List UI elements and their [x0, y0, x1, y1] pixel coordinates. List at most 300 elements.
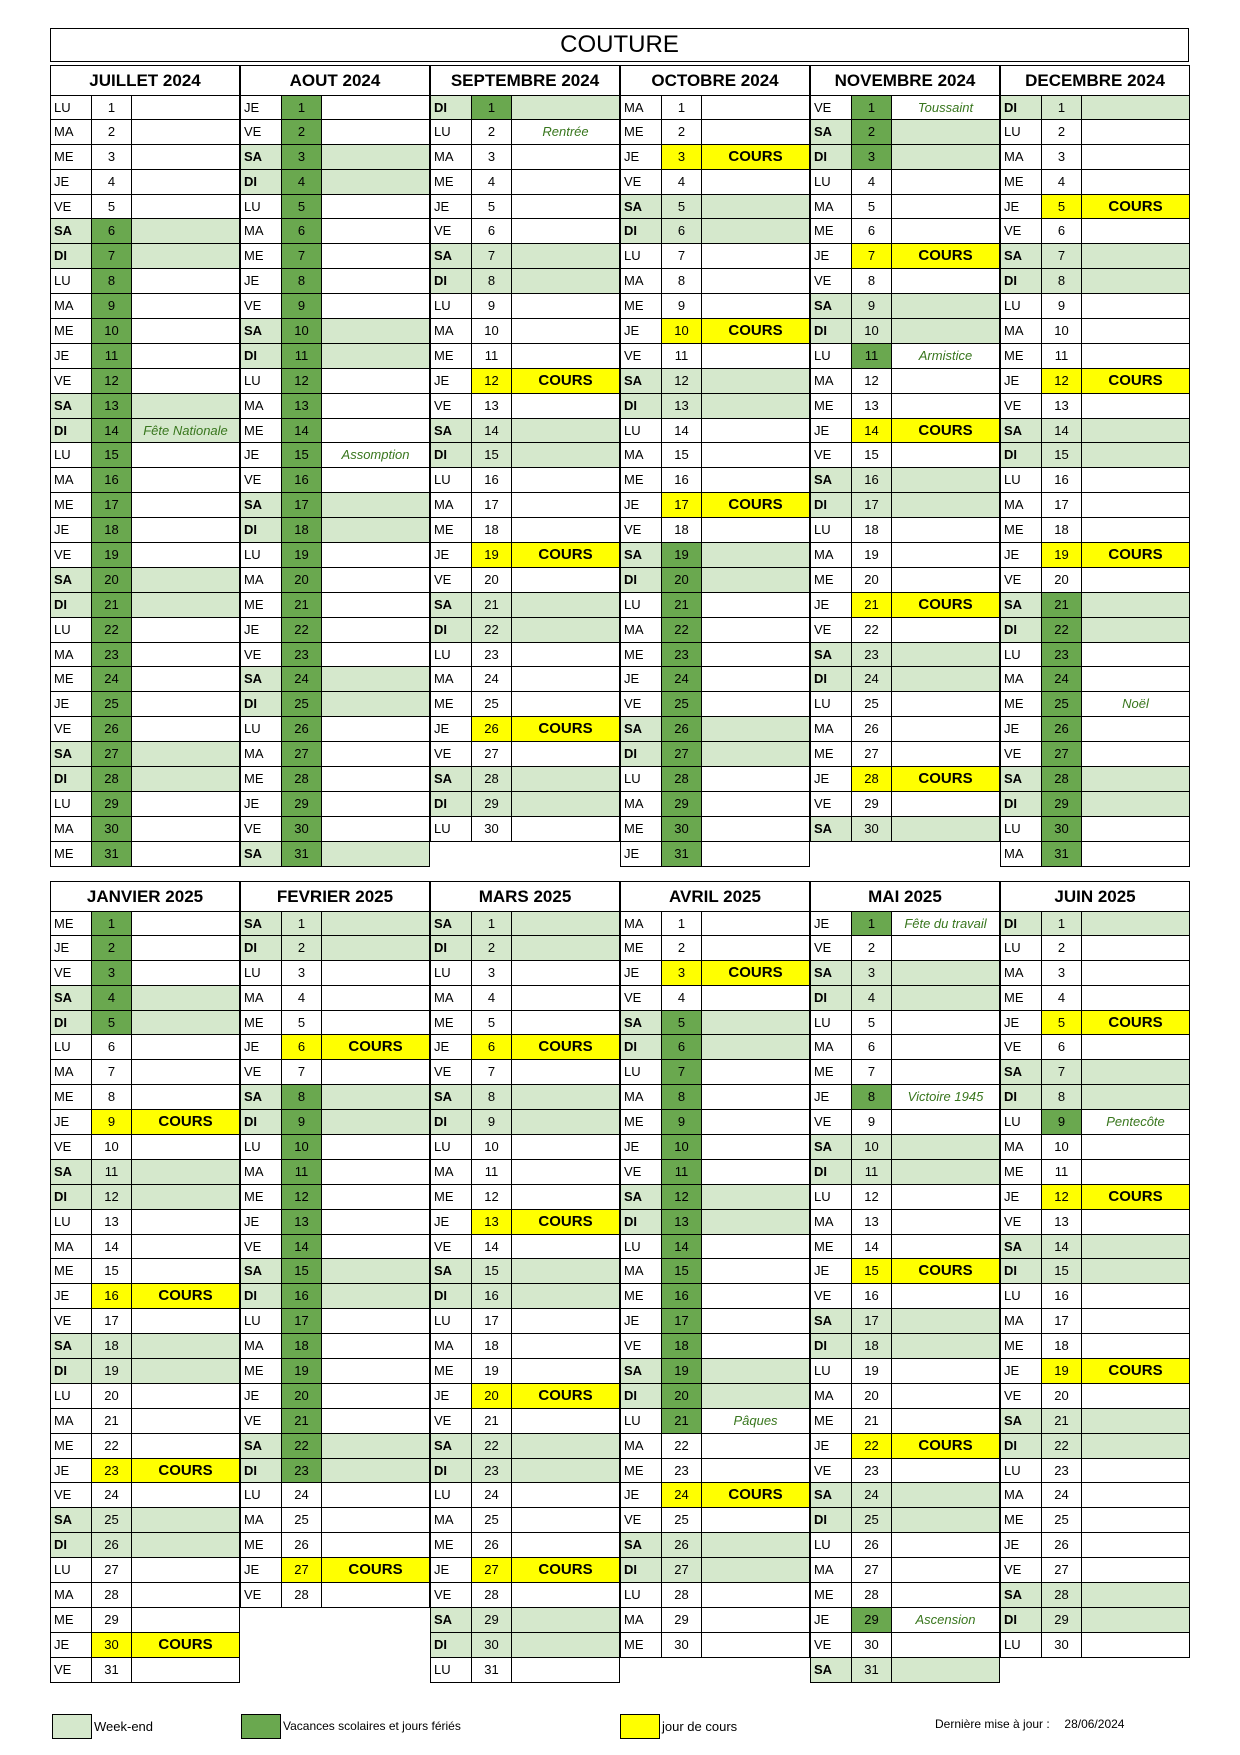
day-of-week: SA [810, 961, 851, 986]
day-of-week: MA [240, 568, 281, 593]
day-note [1081, 643, 1190, 668]
day-note [511, 986, 620, 1011]
legend-weekend [52, 1713, 153, 1739]
day-of-week: JE [430, 1210, 471, 1235]
day-number: 5 [281, 1011, 321, 1036]
month-table [1000, 65, 1190, 867]
day-note [891, 394, 1000, 419]
day-of-week: DI [430, 95, 471, 120]
last-update [935, 1717, 1124, 1731]
day-row [620, 1434, 810, 1459]
day-of-week: VE [810, 936, 851, 961]
day-row [240, 692, 430, 717]
day-of-week: DI [810, 493, 851, 518]
day-of-week: MA [50, 643, 91, 668]
day-number: 21 [661, 593, 701, 618]
day-row [810, 911, 1000, 936]
day-row [50, 1533, 240, 1558]
day-number: 30 [471, 1633, 511, 1658]
day-note [321, 986, 430, 1011]
day-note [1081, 911, 1190, 936]
day-row [620, 618, 810, 643]
day-row [810, 1658, 1000, 1683]
day-number: 28 [661, 767, 701, 792]
day-number: 20 [91, 568, 131, 593]
day-of-week: MA [1000, 667, 1041, 692]
day-of-week: VE [1000, 1558, 1041, 1583]
day-of-week: JE [620, 961, 661, 986]
legend-weekend-label: Week-end [94, 1718, 154, 1734]
day-number: 19 [851, 543, 891, 568]
day-number: 9 [281, 1110, 321, 1135]
day-number: 17 [661, 1309, 701, 1334]
day-number: 4 [471, 986, 511, 1011]
day-note [701, 219, 810, 244]
day-row [430, 419, 620, 444]
day-row [240, 95, 430, 120]
day-number: 14 [281, 1235, 321, 1260]
day-number: 4 [471, 170, 511, 195]
day-row [430, 219, 620, 244]
day-of-week: DI [810, 1334, 851, 1359]
day-number: 16 [1041, 1284, 1081, 1309]
day-row [620, 1359, 810, 1384]
day-row [620, 493, 810, 518]
day-number: 5 [851, 195, 891, 220]
day-of-week: DI [240, 1110, 281, 1135]
day-row [810, 468, 1000, 493]
day-of-week: VE [430, 1583, 471, 1608]
day-row [430, 1459, 620, 1484]
day-row [620, 842, 810, 867]
day-of-week: JE [240, 269, 281, 294]
day-number: 22 [851, 1434, 891, 1459]
day-row [240, 593, 430, 618]
day-of-week: MA [430, 1334, 471, 1359]
day-number: 19 [91, 1359, 131, 1384]
day-row [620, 1284, 810, 1309]
day-number: 29 [91, 792, 131, 817]
day-note [321, 1235, 430, 1260]
day-number: 15 [471, 1259, 511, 1284]
day-of-week: DI [430, 1284, 471, 1309]
day-note [511, 911, 620, 936]
day-row [620, 1210, 810, 1235]
day-number: 13 [281, 394, 321, 419]
day-note [321, 493, 430, 518]
day-number: 21 [1041, 593, 1081, 618]
day-row [430, 1185, 620, 1210]
day-row [810, 1110, 1000, 1135]
day-of-week: DI [430, 936, 471, 961]
day-number: 23 [91, 1459, 131, 1484]
day-of-week: LU [430, 1483, 471, 1508]
day-number: 25 [851, 692, 891, 717]
day-note [321, 1309, 430, 1334]
day-of-week: DI [240, 1284, 281, 1309]
day-row [810, 1085, 1000, 1110]
day-row [50, 936, 240, 961]
day-row [430, 792, 620, 817]
day-of-week: DI [810, 145, 851, 170]
cours-label: COURS [891, 593, 1000, 618]
day-number: 12 [1041, 1185, 1081, 1210]
cours-label: COURS [1081, 1359, 1190, 1384]
day-note [891, 468, 1000, 493]
day-number: 2 [661, 936, 701, 961]
day-row [620, 1110, 810, 1135]
month-header: JUILLET 2024 [50, 65, 240, 96]
day-number: 18 [281, 518, 321, 543]
day-note [891, 1483, 1000, 1508]
day-row [1000, 319, 1190, 344]
day-of-week: JE [50, 344, 91, 369]
day-row [620, 319, 810, 344]
day-row [430, 95, 620, 120]
day-number: 24 [91, 667, 131, 692]
day-note [321, 1060, 430, 1085]
day-of-week: DI [1000, 792, 1041, 817]
day-note [891, 568, 1000, 593]
day-number: 8 [661, 1085, 701, 1110]
day-number: 7 [91, 244, 131, 269]
day-row [430, 1334, 620, 1359]
legend-cours [620, 1713, 737, 1739]
day-row [240, 1508, 430, 1533]
day-row [810, 568, 1000, 593]
day-number: 22 [91, 618, 131, 643]
cours-label: COURS [701, 1483, 810, 1508]
day-of-week: ME [430, 1533, 471, 1558]
day-note [131, 219, 240, 244]
cours-label: COURS [321, 1558, 430, 1583]
day-number: 19 [1041, 543, 1081, 568]
day-note [511, 568, 620, 593]
day-note [131, 618, 240, 643]
day-of-week: JE [240, 1558, 281, 1583]
day-number: 10 [281, 1135, 321, 1160]
day-note [701, 1011, 810, 1036]
day-number: 2 [91, 936, 131, 961]
day-of-week: DI [620, 568, 661, 593]
day-row [430, 1135, 620, 1160]
day-of-week: SA [430, 593, 471, 618]
day-note [1081, 219, 1190, 244]
month-table [50, 881, 240, 1683]
day-row [50, 1483, 240, 1508]
day-of-week: SA [240, 145, 281, 170]
day-of-week: DI [810, 1508, 851, 1533]
day-row [430, 443, 620, 468]
day-number: 2 [471, 936, 511, 961]
day-row [810, 95, 1000, 120]
day-of-week: VE [810, 95, 851, 120]
day-note [511, 419, 620, 444]
day-number: 26 [91, 717, 131, 742]
day-note [891, 618, 1000, 643]
day-of-week: ME [430, 518, 471, 543]
day-number: 4 [281, 170, 321, 195]
day-row [240, 120, 430, 145]
day-note [701, 936, 810, 961]
day-row [430, 269, 620, 294]
day-of-week: VE [620, 344, 661, 369]
day-number: 21 [91, 1409, 131, 1434]
day-row [240, 145, 430, 170]
day-row [810, 1135, 1000, 1160]
day-of-week: VE [1000, 1210, 1041, 1235]
day-of-week: SA [810, 1483, 851, 1508]
day-row [430, 593, 620, 618]
day-of-week: LU [50, 1384, 91, 1409]
day-note [321, 145, 430, 170]
day-row [50, 1011, 240, 1036]
month-table [430, 65, 620, 842]
day-row [240, 1060, 430, 1085]
day-number: 28 [91, 1583, 131, 1608]
day-of-week: ME [1000, 170, 1041, 195]
day-number: 20 [471, 1384, 511, 1409]
day-note [891, 493, 1000, 518]
day-number: 16 [851, 1284, 891, 1309]
day-number: 28 [91, 767, 131, 792]
day-row [240, 394, 430, 419]
day-number: 25 [471, 1508, 511, 1533]
day-number: 12 [851, 1185, 891, 1210]
day-row [240, 817, 430, 842]
day-of-week: DI [50, 1011, 91, 1036]
day-number: 26 [661, 1533, 701, 1558]
day-row [430, 1483, 620, 1508]
day-note [701, 1558, 810, 1583]
day-number: 27 [471, 1558, 511, 1583]
day-of-week: SA [1000, 1060, 1041, 1085]
day-row [50, 1558, 240, 1583]
day-row [620, 1558, 810, 1583]
day-row [620, 593, 810, 618]
day-of-week: SA [1000, 419, 1041, 444]
day-of-week: JE [1000, 1359, 1041, 1384]
day-of-week: SA [810, 1309, 851, 1334]
day-row [240, 936, 430, 961]
day-row [430, 1011, 620, 1036]
day-row [430, 1359, 620, 1384]
day-note [131, 1011, 240, 1036]
day-number: 22 [661, 618, 701, 643]
day-of-week: ME [50, 667, 91, 692]
day-row [1000, 961, 1190, 986]
day-note [511, 792, 620, 817]
day-row [1000, 443, 1190, 468]
day-of-week: DI [620, 219, 661, 244]
day-note [1081, 1160, 1190, 1185]
day-row [240, 219, 430, 244]
day-number: 28 [471, 767, 511, 792]
month-table [810, 881, 1000, 1683]
day-number: 16 [91, 1284, 131, 1309]
day-note [891, 1110, 1000, 1135]
day-number: 7 [851, 244, 891, 269]
day-of-week: LU [620, 1060, 661, 1085]
day-note [891, 1284, 1000, 1309]
day-number: 3 [1041, 961, 1081, 986]
day-row [430, 1533, 620, 1558]
day-row [1000, 1235, 1190, 1260]
day-row [1000, 842, 1190, 867]
holiday-label: Victoire 1945 [891, 1085, 1000, 1110]
day-of-week: ME [430, 344, 471, 369]
day-row [1000, 1135, 1190, 1160]
cours-label: COURS [131, 1633, 240, 1658]
day-of-week: VE [50, 717, 91, 742]
day-note [1081, 568, 1190, 593]
day-number: 14 [851, 419, 891, 444]
day-row [620, 1608, 810, 1633]
day-row [810, 269, 1000, 294]
day-row [620, 394, 810, 419]
day-number: 28 [1041, 767, 1081, 792]
day-of-week: JE [810, 1085, 851, 1110]
day-number: 17 [281, 1309, 321, 1334]
day-row [810, 1185, 1000, 1210]
day-number: 7 [1041, 244, 1081, 269]
day-note [511, 936, 620, 961]
day-row [1000, 493, 1190, 518]
day-number: 21 [851, 1409, 891, 1434]
day-of-week: MA [240, 986, 281, 1011]
day-note [511, 468, 620, 493]
cours-label: COURS [511, 1384, 620, 1409]
day-of-week: LU [810, 1359, 851, 1384]
day-note [701, 692, 810, 717]
day-number: 22 [281, 1434, 321, 1459]
day-of-week: VE [1000, 1035, 1041, 1060]
day-of-week: LU [620, 1409, 661, 1434]
day-number: 21 [661, 1409, 701, 1434]
day-note [1081, 120, 1190, 145]
day-of-week: DI [50, 1533, 91, 1558]
day-number: 22 [281, 618, 321, 643]
day-row [810, 1583, 1000, 1608]
day-number: 24 [661, 667, 701, 692]
day-note [511, 1185, 620, 1210]
day-of-week: VE [1000, 394, 1041, 419]
day-row [240, 319, 430, 344]
day-note [131, 195, 240, 220]
day-number: 20 [1041, 1384, 1081, 1409]
day-row [810, 643, 1000, 668]
day-row [50, 195, 240, 220]
day-of-week: VE [1000, 568, 1041, 593]
day-note [701, 986, 810, 1011]
day-of-week: JE [240, 1035, 281, 1060]
day-of-week: LU [430, 120, 471, 145]
day-of-week: ME [50, 1259, 91, 1284]
day-note [131, 911, 240, 936]
day-row [810, 493, 1000, 518]
day-note [131, 1508, 240, 1533]
day-note [891, 1508, 1000, 1533]
day-number: 24 [281, 1483, 321, 1508]
day-number: 13 [91, 394, 131, 419]
day-note [891, 1235, 1000, 1260]
day-number: 25 [1041, 692, 1081, 717]
cours-label: COURS [701, 145, 810, 170]
day-number: 14 [851, 1235, 891, 1260]
day-number: 6 [661, 219, 701, 244]
day-row [620, 468, 810, 493]
day-of-week: MA [620, 792, 661, 817]
day-row [430, 568, 620, 593]
day-of-week: SA [430, 1608, 471, 1633]
day-note [891, 145, 1000, 170]
day-of-week: DI [620, 742, 661, 767]
day-note [131, 1060, 240, 1085]
day-number: 30 [851, 817, 891, 842]
day-of-week: JE [240, 95, 281, 120]
day-note [701, 568, 810, 593]
day-note [891, 1060, 1000, 1085]
day-of-week: JE [620, 145, 661, 170]
day-number: 20 [471, 568, 511, 593]
day-of-week: SA [810, 643, 851, 668]
day-row [620, 1011, 810, 1036]
day-row [620, 443, 810, 468]
day-number: 24 [281, 667, 321, 692]
day-row [50, 219, 240, 244]
day-row [620, 717, 810, 742]
day-row [810, 817, 1000, 842]
vacances-swatch [241, 1714, 281, 1739]
day-row [1000, 767, 1190, 792]
day-note [131, 1384, 240, 1409]
day-number: 12 [471, 1185, 511, 1210]
day-of-week: MA [810, 717, 851, 742]
day-note [891, 369, 1000, 394]
day-of-week: SA [240, 911, 281, 936]
day-row [1000, 1284, 1190, 1309]
day-of-week: LU [430, 1135, 471, 1160]
cours-swatch [620, 1714, 660, 1739]
day-number: 14 [1041, 419, 1081, 444]
day-of-week: ME [430, 1185, 471, 1210]
day-note [131, 1259, 240, 1284]
holiday-label: Rentrée [511, 120, 620, 145]
day-note [321, 294, 430, 319]
day-number: 10 [851, 319, 891, 344]
day-row [810, 1060, 1000, 1085]
day-of-week: ME [620, 1284, 661, 1309]
day-number: 25 [91, 1508, 131, 1533]
day-row [810, 1160, 1000, 1185]
day-row [810, 120, 1000, 145]
day-number: 22 [661, 1434, 701, 1459]
day-of-week: DI [620, 1210, 661, 1235]
cours-label: COURS [511, 369, 620, 394]
day-number: 16 [91, 468, 131, 493]
day-note [891, 219, 1000, 244]
day-of-week: VE [240, 1235, 281, 1260]
day-number: 10 [281, 319, 321, 344]
day-number: 9 [851, 294, 891, 319]
month-header: AOUT 2024 [240, 65, 430, 96]
day-note [321, 419, 430, 444]
day-note [701, 1384, 810, 1409]
day-number: 20 [851, 568, 891, 593]
day-note [511, 493, 620, 518]
day-row [1000, 294, 1190, 319]
day-note [131, 443, 240, 468]
